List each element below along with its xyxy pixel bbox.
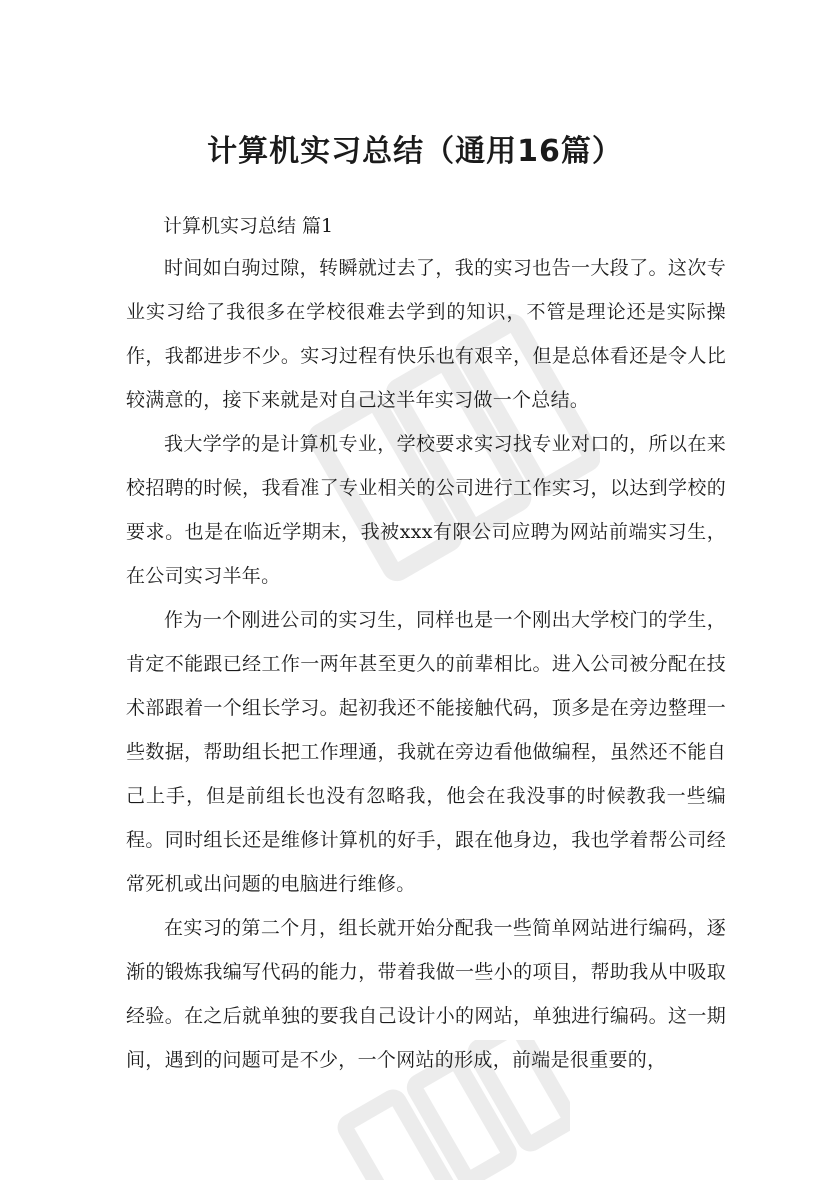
section-heading: 计算机实习总结 篇1: [163, 215, 334, 237]
document-title: 计算机实习总结（通用16篇）: [207, 134, 623, 169]
paragraph-1: 时间如白驹过隙，转瞬就过去了，我的实习也告一大段了。这次专业实习给了我很多在学校很难去学到的知识，不管是理论还是实际操作，我都进步不少。实习过程有快乐也有艰辛，但是总体看还是令人比较满意的，接下来就是对自己这半年实习做一个总结。: [126, 257, 726, 411]
document-body: [126, 246, 726, 1082]
paragraph-4: 在实习的第二个月，组长就开始分配我一些简单网站进行编码，逐渐的锻炼我编写代码的能力，带着我做一些小的项目，帮助我从中吸取经验。在之后就单独的要我自己设计小的网站，单独进行编码。这一期间，遇到的问题可是不少，一个网站的形成，前端是很重要的，: [126, 917, 726, 1071]
paragraph-3: 作为一个刚进公司的实习生，同样也是一个刚出大学校门的学生，肯定不能跟已经工作一两年甚至更久的前辈相比。进入公司被分配在技术部跟着一个组长学习。起初我还不能接触代码，顶多是在旁边整理一些数据，帮助组长把工作理通，我就在旁边看他做编程，虽然还不能自己上手，但是前组长也没有忽略我，他会在我没事的时候教我一些编程。同时组长还是维修计算机的好手，跟在他身边，我也学着帮公司经常死机或出问题的电脑进行维修。: [126, 609, 726, 895]
paragraph-2: 我大学学的是计算机专业，学校要求实习找专业对口的，所以在来校招聘的时候，我看准了专业相关的公司进行工作实习，以达到学校的要求。也是在临近学期末，我被xxx有限公司应聘为网站前端实习生，在公司实习半年。: [126, 433, 726, 587]
